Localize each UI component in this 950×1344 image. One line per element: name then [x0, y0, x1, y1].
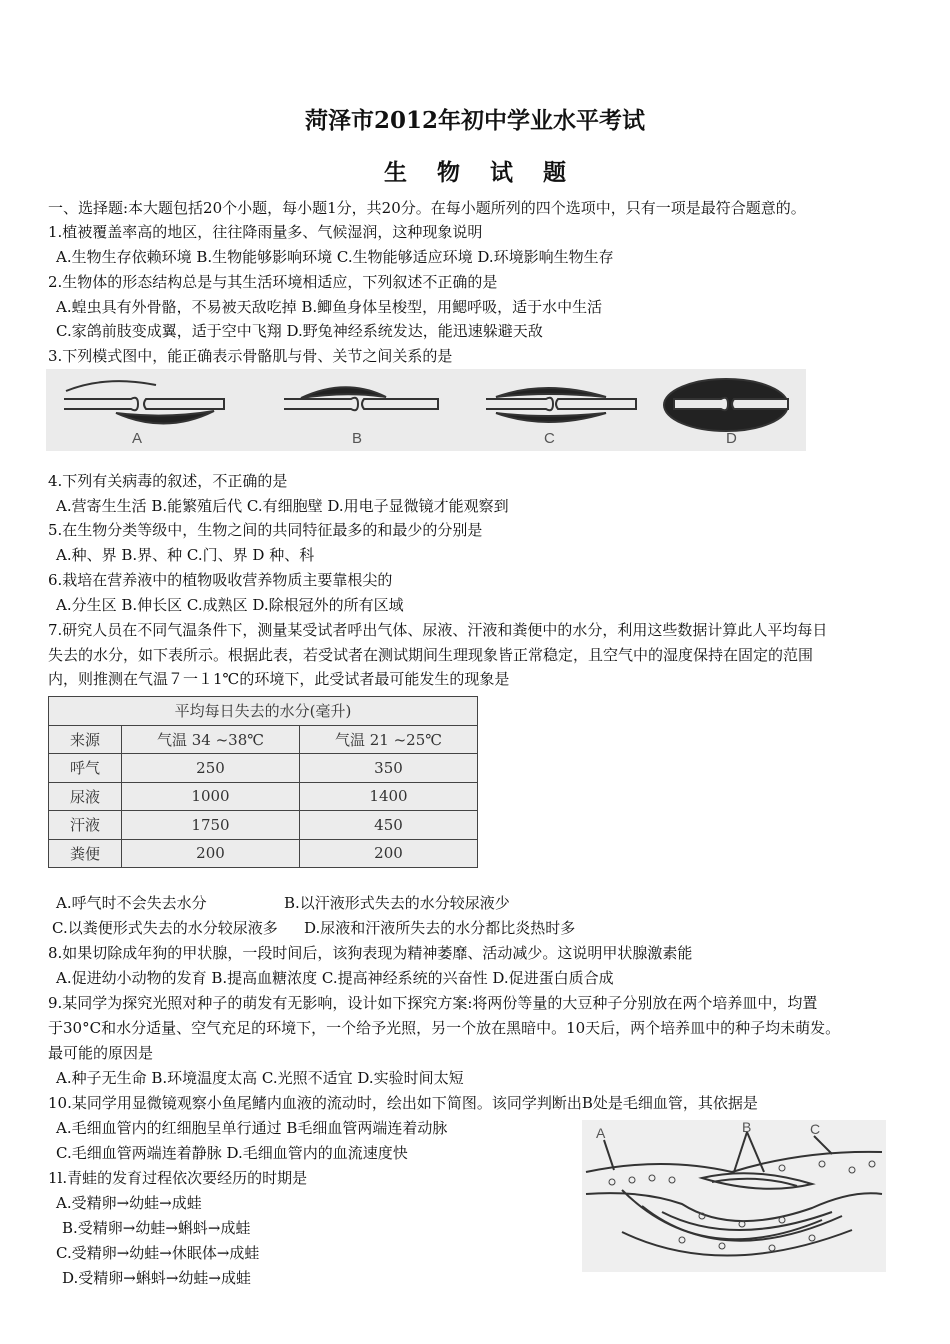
q3-label-c: C: [544, 430, 555, 447]
table-cell: 450: [300, 811, 478, 840]
q10-label-b: B: [742, 1120, 752, 1135]
q2-options-line1: A.蝗虫具有外骨骼，不易被天敌吃掉 B.鲫鱼身体呈梭型，用鳃呼吸，适于水中生活: [56, 298, 603, 316]
q4-stem: 4.下列有关病毒的叙述，不正确的是: [48, 472, 288, 490]
q9-stem-line1: 9.某同学为探究光照对种子的萌发有无影响，设计如下探究方案:将两份等量的大豆种子分别放在两个培养皿中，均置: [48, 994, 818, 1012]
q7-option-a: A.呼气时不会失去水分: [56, 894, 207, 912]
q7-stem-line3: 内，则推测在气温７一１1℃的环境下，此受试者最可能发生的现象是: [48, 670, 510, 688]
q11-option-b: B.受精卵→幼蛙→蝌蚪→成蛙: [62, 1219, 251, 1237]
q2-stem: 2.生物体的形态结构总是与其生活环境相适应，下列叙述不正确的是: [48, 273, 498, 291]
q7-option-b: B.以汗液形式失去的水分较尿液少: [284, 894, 510, 912]
q1-stem: 1.植被覆盖率高的地区，往往降雨量多、气候湿润，这种现象说明: [48, 223, 483, 241]
table-cell: 1400: [300, 782, 478, 811]
table-cell: 呼气: [49, 754, 122, 783]
q10-label-c: C: [810, 1121, 821, 1137]
q9-stem-line3: 最可能的原因是: [48, 1044, 154, 1062]
table-row: [49, 839, 478, 868]
q8-options: A.促进幼小动物的发育 B.提高血糖浓度 C.提高神经系统的兴奋性 D.促进蛋白质合成: [56, 969, 614, 987]
q7-stem-line1: 7.研究人员在不同气温条件下，测量某受试者呼出气体、尿液、汗液和粪便中的水分，利用这些数据计算此人平均每日: [48, 621, 828, 639]
table-header-row: [49, 725, 478, 754]
q3-label-b: B: [352, 430, 363, 447]
table-cell: 1000: [122, 782, 300, 811]
q9-options: A.种子无生命 B.环境温度太高 C.光照不适宜 D.实验时间太短: [56, 1069, 464, 1087]
muscle-b: [301, 387, 386, 398]
table-cell: 汗液: [49, 811, 122, 840]
muscle-a: [116, 411, 214, 424]
q4-options: A.营寄生生活 B.能繁殖后代 C.有细胞壁 D.用电子显微镜才能观察到: [56, 497, 509, 515]
q6-stem: 6.栽培在营养液中的植物吸收营养物质主要靠根尖的: [48, 571, 393, 589]
muscle-c-top: [496, 388, 606, 397]
q8-stem: 8.如果切除成年狗的甲状腺，一段时间后，该狗表现为精神萎靡、活动减少。这说明甲状腺激素能: [48, 944, 693, 962]
q1-options: A.生物生存依赖环境 B.生物能够影响环境 C.生物能够适应环境 D.环境影响生物生存: [56, 248, 614, 266]
q5-options: A.种、界 B.界、种 C.门、界 D 种、科: [56, 546, 315, 564]
table-caption: 平均每日失去的水分(毫升): [49, 697, 478, 726]
table-cell: 尿液: [49, 782, 122, 811]
table-header: 气温 34 ~38℃: [122, 725, 300, 754]
q9-stem-line2: 于30°C和水分适量、空气充足的环境下，一个给予光照，另一个放在黑暗中。10天后，两个培养皿中的种子均未萌发。: [48, 1019, 841, 1037]
q3-label-a: A: [132, 430, 143, 447]
q7-option-d: D.尿液和汗液所失去的水分都比炎热时多: [304, 919, 576, 937]
exam-title: 菏泽市2012年初中学业水平考试: [304, 107, 645, 134]
q3-figure: [46, 369, 806, 451]
table-cell: 350: [300, 754, 478, 783]
table-cell: 200: [300, 839, 478, 868]
q11-option-a: A.受精卵→幼蛙→成蛙: [56, 1194, 202, 1212]
q10-stem: 10.某同学用显微镜观察小鱼尾鳍内血液的流动时，绘出如下简图。该同学判断出B处是毛细血管，其依据是: [48, 1094, 758, 1112]
q2-options-line2: C.家鸽前肢变成翼，适于空中飞翔 D.野兔神经系统发达，能迅速躲避天敌: [56, 322, 543, 340]
q3-stem: 3.下列模式图中，能正确表示骨骼肌与骨、关节之间关系的是: [48, 347, 453, 365]
q10-label-a: A: [596, 1125, 606, 1141]
table-header: 来源: [49, 725, 122, 754]
q10-options-line1: A.毛细血管内的红细胞呈单行通过 B毛细血管两端连着动脉: [56, 1119, 448, 1137]
q11-stem: 1l.青蛙的发育过程依次要经历的时期是: [48, 1169, 308, 1187]
q6-options: A.分生区 B.伸长区 C.成熟区 D.除根冠外的所有区域: [56, 596, 404, 614]
exam-subtitle: 生物试题: [384, 159, 596, 186]
table-cell: 粪便: [49, 839, 122, 868]
q3-label-d: D: [726, 430, 737, 447]
table-header: 气温 21 ~25℃: [300, 725, 478, 754]
muscle-c-bottom: [496, 413, 606, 422]
q11-option-c: C.受精卵→幼蛙→休眠体→成蛙: [56, 1244, 260, 1262]
table-row: [49, 782, 478, 811]
q7-stem-line2: 失去的水分，如下表所示。根据此表，若受试者在测试期间生理现象皆正常稳定，且空气中的湿度保持在固定的范围: [48, 646, 814, 664]
q10-figure: [582, 1120, 886, 1272]
table-cell: 1750: [122, 811, 300, 840]
table-row: [49, 754, 478, 783]
table-cell: 250: [122, 754, 300, 783]
q10-options-line2: C.毛细血管两端连着静脉 D.毛细血管内的血流速度快: [56, 1144, 408, 1162]
table-row: [49, 811, 478, 840]
q7-option-c: C.以粪便形式失去的水分较尿液多: [52, 919, 278, 937]
q5-stem: 5.在生物分类等级中，生物之间的共同特征最多的和最少的分别是: [48, 521, 483, 539]
water-loss-table: [48, 696, 478, 868]
table-cell: 200: [122, 839, 300, 868]
section-instructions: 一、选择题:本大题包括20个小题，每小题1分，共20分。在每小题所列的四个选项中，只有一项是最符合题意的。: [48, 199, 806, 217]
q11-option-d: D.受精卵→蝌蚪→幼蛙→成蛙: [62, 1269, 251, 1287]
